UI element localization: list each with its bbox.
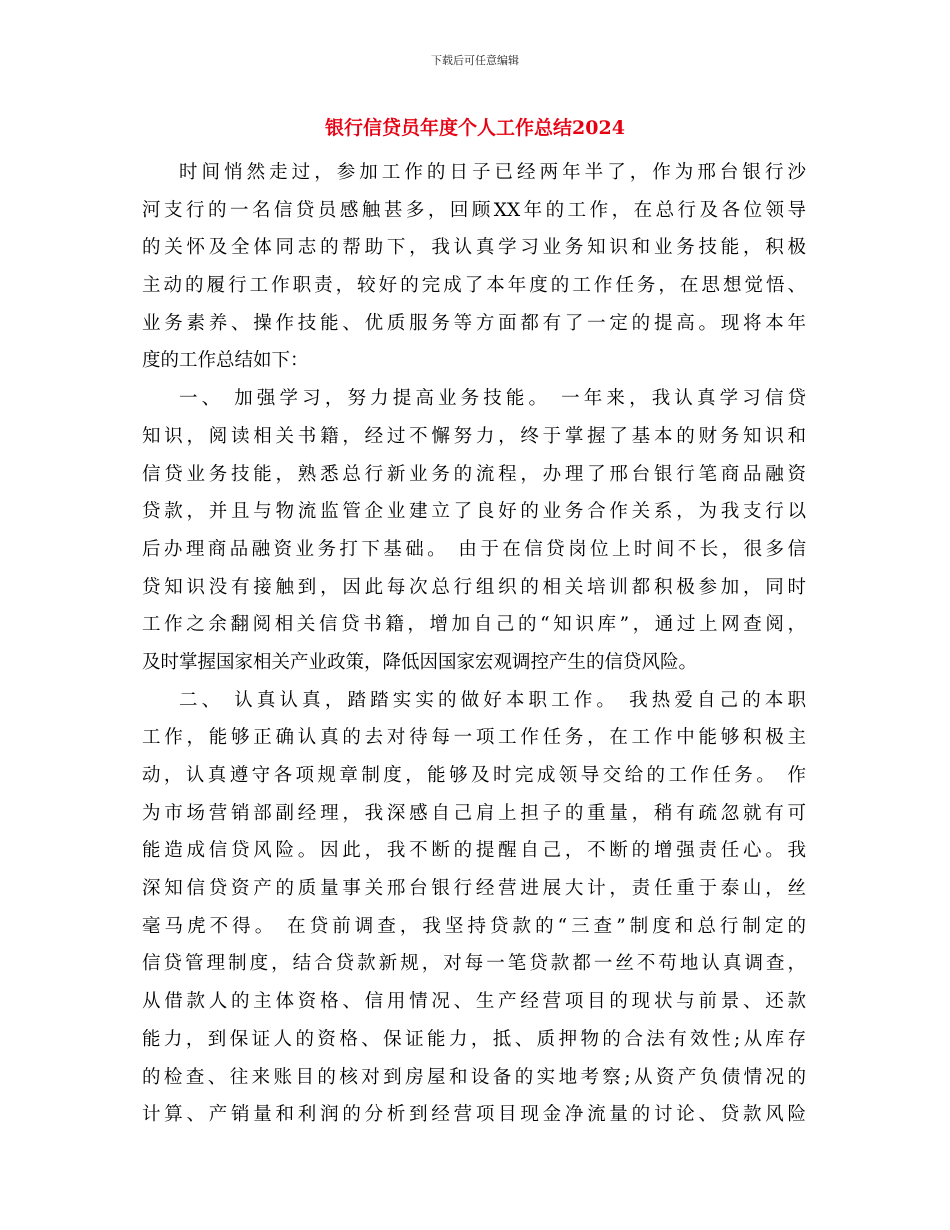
document-title: 银行信贷员年度个人工作总结2024 bbox=[325, 117, 625, 139]
text-line: 深知信贷资产的质量事关邢台银行经营进展大计，责任重于泰山，丝 bbox=[142, 878, 806, 900]
text-line: 河支行的一名信贷员感触甚多，回顾XX年的工作，在总行及各位领导 bbox=[142, 199, 806, 221]
text-line: 主动的履行工作职责，较好的完成了本年度的工作任务，在思想觉悟、 bbox=[142, 275, 806, 297]
text-line: 度的工作总结如下： bbox=[142, 350, 309, 372]
text-line: 二、 认真认真，踏踏实实的做好本职工作。 我热爱自己的本职 bbox=[179, 689, 806, 711]
text-line: 的关怀及全体同志的帮助下，我认真学习业务知识和业务技能，积极 bbox=[142, 237, 806, 259]
text-line: 工作，能够正确认真的去对待每一项工作任务，在工作中能够积极主 bbox=[142, 727, 806, 749]
text-line: 贷款，并且与物流监管企业建立了良好的业务合作关系，为我支行以 bbox=[142, 501, 806, 523]
text-line: 为市场营销部副经理，我深感自己肩上担子的重量，稍有疏忽就有可 bbox=[142, 802, 806, 824]
document-body bbox=[142, 154, 806, 1134]
text-line: 从借款人的主体资格、信用情况、生产经营项目的现状与前景、还款 bbox=[142, 991, 806, 1013]
text-line: 工作之余翻阅相关信贷书籍，增加自己的“知识库”，通过上网查阅， bbox=[142, 614, 806, 636]
text-line: 贷知识没有接触到，因此每次总行组织的相关培训都积极参加，同时 bbox=[142, 576, 806, 598]
text-line: 计算、产销量和利润的分析到经营项目现金净流量的讨论、贷款风险 bbox=[142, 1104, 806, 1126]
text-line: 信贷管理制度，结合贷款新规，对每一笔贷款都一丝不苟地认真调查， bbox=[142, 953, 806, 975]
text-line: 能造成信贷风险。因此，我不断的提醒自己，不断的增强责任心。我 bbox=[142, 840, 806, 862]
header-note: 下载后可任意编辑 bbox=[431, 54, 519, 67]
text-line: 毫马虎不得。 在贷前调查，我坚持贷款的“三查”制度和总行制定的 bbox=[142, 915, 806, 937]
text-line: 及时掌握国家相关产业政策，降低因国家宏观调控产生的信贷风险。 bbox=[142, 651, 698, 673]
text-line: 信贷业务技能，熟悉总行新业务的流程，办理了邢台银行笔商品融资 bbox=[142, 463, 806, 485]
text-line: 业务素养、操作技能、优质服务等方面都有了一定的提高。现将本年 bbox=[142, 312, 806, 334]
text-line: 后办理商品融资业务打下基础。 由于在信贷岗位上时间不长，很多信 bbox=[142, 538, 806, 560]
text-line: 能力，到保证人的资格、保证能力，抵、质押物的合法有效性;从库存 bbox=[142, 1028, 806, 1050]
text-line: 知识，阅读相关书籍，经过不懈努力，终于掌握了基本的财务知识和 bbox=[142, 425, 806, 447]
text-line: 时间悄然走过，参加工作的日子已经两年半了，作为邢台银行沙 bbox=[179, 162, 806, 183]
text-line: 的检查、往来账目的核对到房屋和设备的实地考察;从资产负债情况的 bbox=[142, 1066, 806, 1088]
text-line: 动，认真遵守各项规章制度，能够及时完成领导交给的工作任务。 作 bbox=[142, 765, 806, 786]
text-line: 一、 加强学习，努力提高业务技能。 一年来，我认真学习信贷 bbox=[179, 388, 806, 410]
